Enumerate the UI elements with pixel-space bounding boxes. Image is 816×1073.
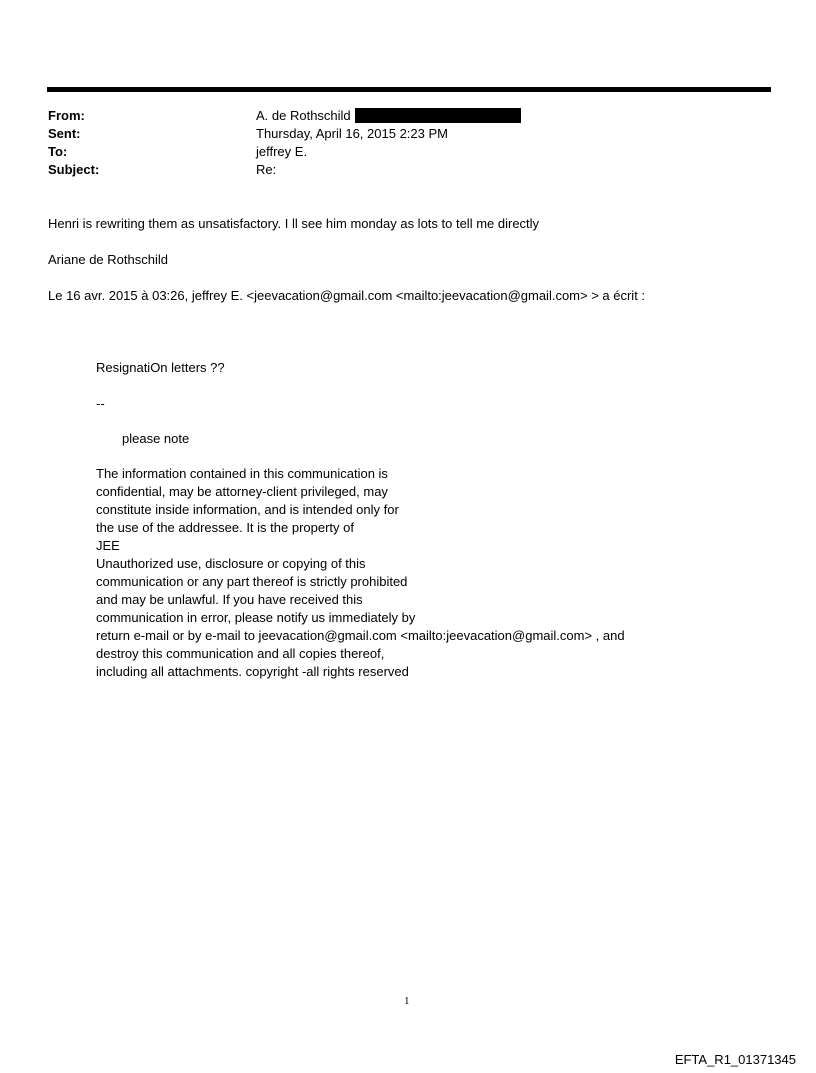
disclaimer-line: confidential, may be attorney-client privileged, may xyxy=(96,484,388,499)
subject-row xyxy=(48,161,748,179)
please-note-text: please note xyxy=(122,431,190,446)
sent-value: Thursday, April 16, 2015 2:23 PM xyxy=(256,126,448,141)
signature-name: Ariane de Rothschild xyxy=(48,252,168,267)
email-header xyxy=(48,107,748,179)
disclaimer-line: return e-mail or by e-mail to jeevacation@gmail.com <mailto:jeevacation@gmail.com> , and xyxy=(96,628,625,643)
header-rule xyxy=(47,87,771,92)
disclaimer-line: destroy this communication and all copies thereof, xyxy=(96,646,385,661)
disclaimer-line: JEE xyxy=(96,538,120,553)
bates-number: EFTA_R1_01371345 xyxy=(674,1052,796,1067)
disclaimer-line: The information contained in this communication is xyxy=(96,466,388,481)
sent-row xyxy=(48,125,748,143)
to-value: jeffrey E. xyxy=(256,144,308,159)
signature-separator: -- xyxy=(96,396,105,411)
page-number: 1 xyxy=(404,995,410,1007)
from-name: A. de Rothschild xyxy=(256,108,351,123)
confidentiality-disclaimer xyxy=(96,465,625,681)
disclaimer-line: and may be unlawful. If you have received this xyxy=(96,592,363,607)
to-row xyxy=(48,143,748,161)
subject-value: Re: xyxy=(256,162,277,177)
from-value xyxy=(256,107,521,125)
quoted-message: ResignatiOn letters ?? xyxy=(96,360,225,375)
redaction-block xyxy=(355,108,521,123)
from-label: From: xyxy=(48,108,85,123)
message-body-line: Henri is rewriting them as unsatisfactory. I ll see him monday as lots to tell me directly xyxy=(48,216,540,231)
disclaimer-line: communication in error, please notify us immediately by xyxy=(96,610,416,625)
subject-label: Subject: xyxy=(48,162,100,177)
disclaimer-line: Unauthorized use, disclosure or copying of this xyxy=(96,556,366,571)
from-row xyxy=(48,107,748,125)
sent-label: Sent: xyxy=(48,126,81,141)
disclaimer-line: including all attachments. copyright -all rights reserved xyxy=(96,664,409,679)
disclaimer-line: constitute inside information, and is intended only for xyxy=(96,502,399,517)
to-label: To: xyxy=(48,144,68,159)
quote-attribution: Le 16 avr. 2015 à 03:26, jeffrey E. <jeevacation@gmail.com <mailto:jeevacation@gmail.com> > a écrit : xyxy=(48,288,646,303)
disclaimer-line: the use of the addressee. It is the property of xyxy=(96,520,354,535)
disclaimer-line: communication or any part thereof is strictly prohibited xyxy=(96,574,408,589)
